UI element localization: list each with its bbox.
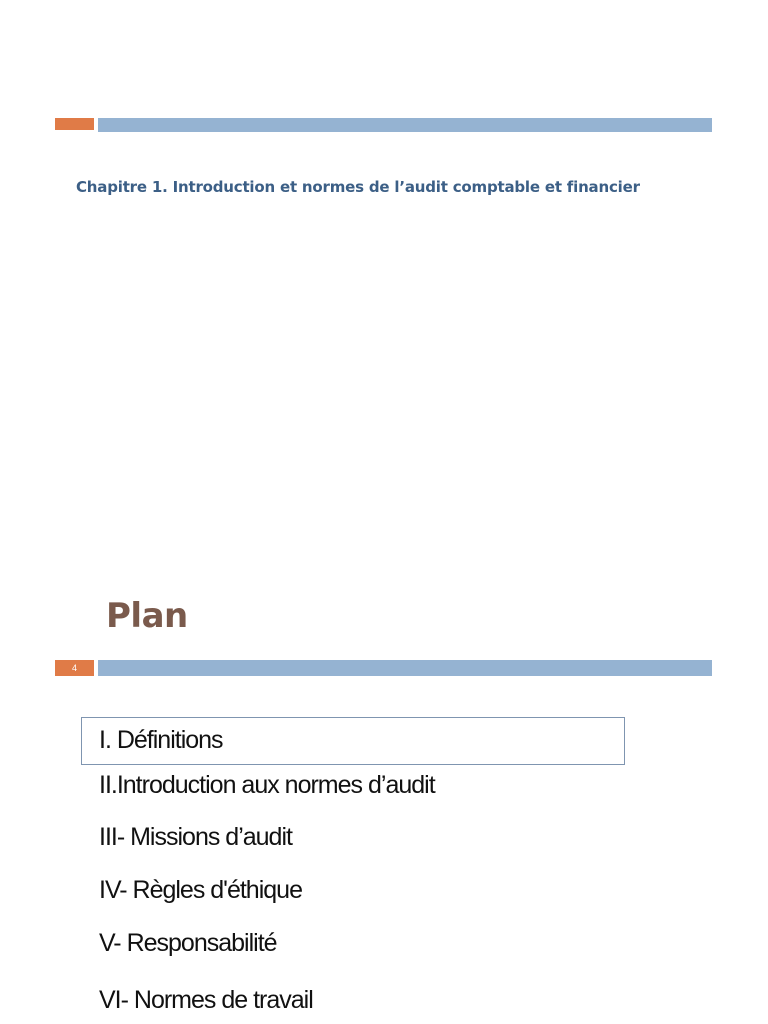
slide-title: Plan	[106, 596, 188, 636]
plan-item-definitions[interactable]: I. Définitions	[81, 717, 625, 765]
plan-item-ethique[interactable]: IV- Règles d'éthique	[99, 876, 302, 904]
plan-item-responsabilite[interactable]: V- Responsabilité	[99, 929, 277, 957]
slide-title-bar	[98, 660, 712, 676]
plan-item-missions[interactable]: III- Missions d’audit	[99, 823, 292, 851]
header-accent-bar	[55, 118, 94, 130]
slide-number-badge: 4	[55, 660, 94, 676]
plan-item-introduction[interactable]: II.Introduction aux normes d’audit	[99, 771, 435, 799]
chapter-title: Chapitre 1. Introduction et normes de l’audit comptable et financier	[76, 178, 640, 196]
plan-item-normes-travail[interactable]: VI- Normes de travail	[99, 986, 313, 1014]
header-bar	[98, 118, 712, 132]
